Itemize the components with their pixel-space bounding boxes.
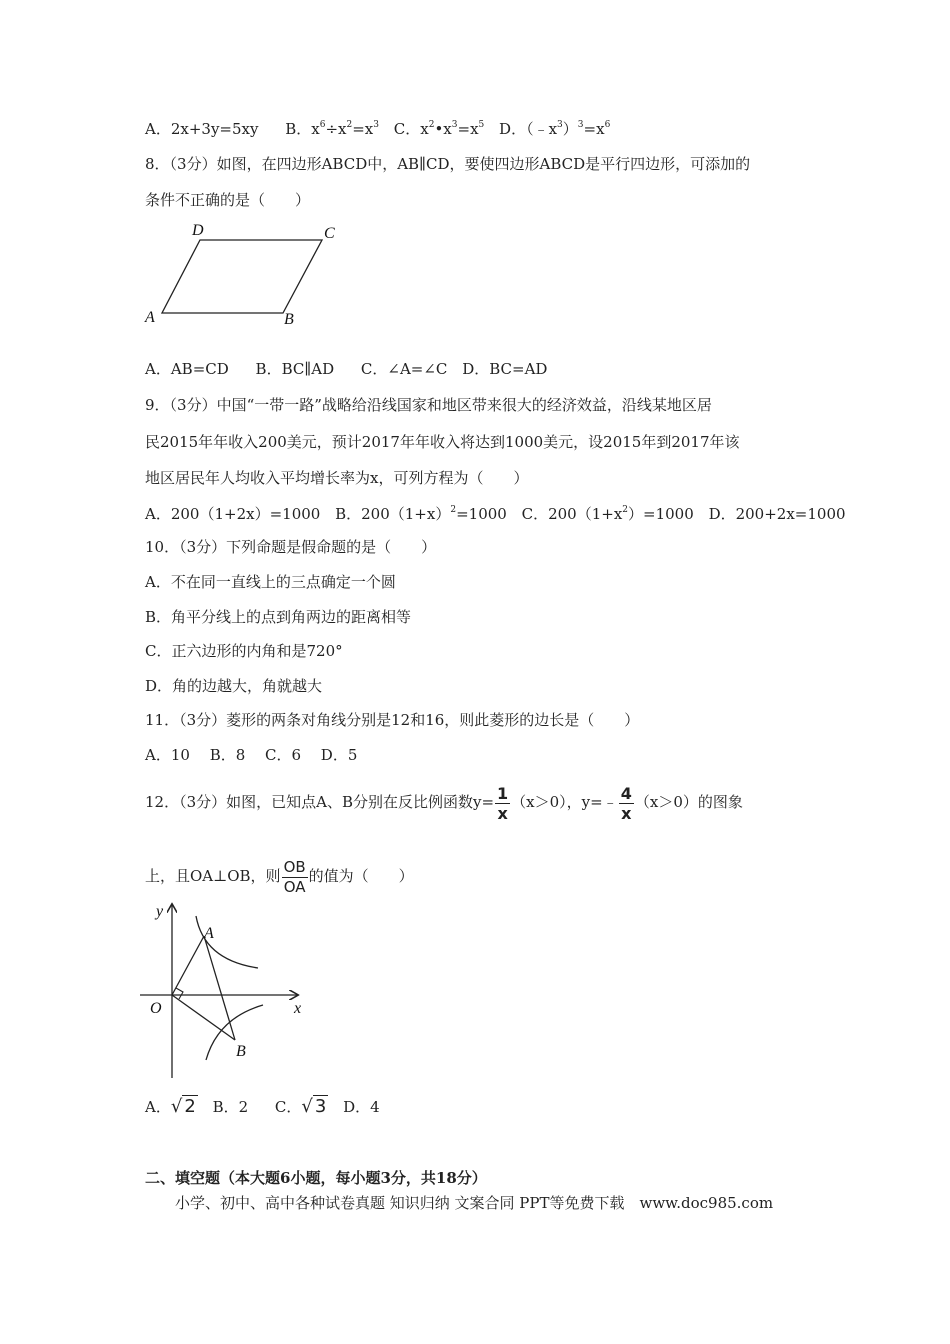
label-x: x bbox=[294, 1000, 302, 1017]
q11-stem: 11．（3分）菱形的两条对角线分别是12和16，则此菱形的边长是（ ） bbox=[145, 711, 640, 729]
q7-option-b: B．$x^6\div x^2=x^3$ bbox=[285, 120, 379, 138]
segment-oa bbox=[172, 936, 204, 995]
segment-ob bbox=[172, 995, 235, 1040]
q10-stem: 10．（3分）下列命题是假命题的是（ ） bbox=[145, 538, 437, 556]
q7-option-d: D．$(﹣x^3)^3=x^6$ bbox=[499, 120, 611, 138]
curve-y-neg4-over-x bbox=[206, 1005, 263, 1060]
sqrt-2: √ 2 bbox=[170, 1096, 196, 1117]
q7-option-c: C．$x^2•x^3=x^5$ bbox=[393, 120, 485, 138]
q8-stem-line2: 条件不正确的是（ ） bbox=[145, 191, 311, 209]
q9-stem-line3: 地区居民年人均收入平均增长率为x，可列方程为（ ） bbox=[145, 469, 529, 487]
q9-stem-line2: 民2015年年收入200美元，预计2017年年收入将达到1000美元，设2015年到2017年该 bbox=[145, 433, 740, 451]
q12-coordinate-figure bbox=[140, 900, 320, 1080]
right-angle-mark bbox=[176, 988, 183, 999]
q12-option-c: C．√ 3 bbox=[274, 1096, 327, 1117]
q12-options bbox=[145, 1095, 380, 1119]
q9-option-a: A．200（1+2x）=1000 bbox=[145, 505, 321, 523]
label-b: B bbox=[284, 311, 294, 328]
q12-option-b: B．2 bbox=[212, 1098, 249, 1116]
q8-options bbox=[145, 359, 547, 379]
label-b: B bbox=[236, 1043, 246, 1060]
q7-option-a: A．2x+3y=5xy bbox=[145, 120, 259, 138]
label-a: A bbox=[145, 309, 155, 326]
q7-options bbox=[145, 119, 610, 139]
q10-option-d: D．角的边越大，角就越大 bbox=[145, 677, 323, 695]
label-y: y bbox=[156, 903, 164, 920]
q11-options: A．10 B．8 C．6 D．5 bbox=[145, 746, 358, 764]
segment-ab bbox=[204, 936, 235, 1040]
fraction-4-over-x: $\frac{4}{x}$ bbox=[620, 783, 632, 823]
q10-option-b: B．角平分线上的点到角两边的距离相等 bbox=[145, 608, 412, 626]
label-a: A bbox=[204, 925, 214, 942]
q12-option-a: A．√ 2 bbox=[145, 1096, 196, 1117]
parallelogram-shape bbox=[162, 240, 322, 313]
q10-option-c: C．正六边形的内角和是720° bbox=[145, 642, 343, 660]
q9-options bbox=[145, 504, 846, 524]
q12-option-d: D．4 bbox=[343, 1098, 380, 1116]
q9-option-d: D．200+2x=1000 bbox=[708, 505, 846, 523]
label-c: C bbox=[324, 225, 335, 242]
fraction-ob-over-oa: $\frac{OB}{OA}$ bbox=[283, 857, 306, 896]
q8-option-b: B．BC∥AD bbox=[255, 360, 335, 378]
label-o: O bbox=[150, 1000, 162, 1017]
q12-stem-line2: 上，且OA⊥OB，则 $\frac{OB}{OA}$ 的值为（ ） bbox=[145, 857, 414, 896]
q9-stem-line1: 9．（3分）中国“一带一路”战略给沿线国家和地区带来很大的经济效益，沿线某地区居 bbox=[145, 396, 712, 414]
footer-text: 小学、初中、高中各种试卷真题 知识归纳 文案合同 PPT等免费下载 www.doc985.com bbox=[175, 1194, 774, 1212]
q8-option-d: D．BC=AD bbox=[462, 360, 548, 378]
q9-option-c: C．$200(1+x^2)=1000$ bbox=[521, 505, 694, 523]
fraction-1-over-x: $\frac{1}{x}$ bbox=[497, 783, 509, 823]
section-2-heading: 二、填空题（本大题6小题，每小题3分，共18分） bbox=[145, 1169, 487, 1187]
q8-stem-line1: 8．（3分）如图，在四边形ABCD中，AB∥CD，要使四边形ABCD是平行四边形，可添加的 bbox=[145, 155, 751, 173]
q12-stem-line1: 12．（3分）如图，已知点A、B分别在反比例函数y= $\frac{1}{x}$ （x＞0），y=﹣ $\frac{4}{x}$ （x＞0）的图象 bbox=[145, 783, 743, 823]
sqrt-3: √ 3 bbox=[301, 1096, 327, 1117]
q10-option-a: A．不在同一直线上的三点确定一个圆 bbox=[145, 573, 396, 591]
q8-option-a: A．AB=CD bbox=[145, 360, 229, 378]
q8-option-c: C．∠A=∠C bbox=[360, 360, 448, 378]
q9-option-b: B．$200(1+x)^2=1000$ bbox=[335, 505, 507, 523]
q8-parallelogram-figure bbox=[140, 218, 350, 330]
label-d: D bbox=[192, 222, 204, 239]
